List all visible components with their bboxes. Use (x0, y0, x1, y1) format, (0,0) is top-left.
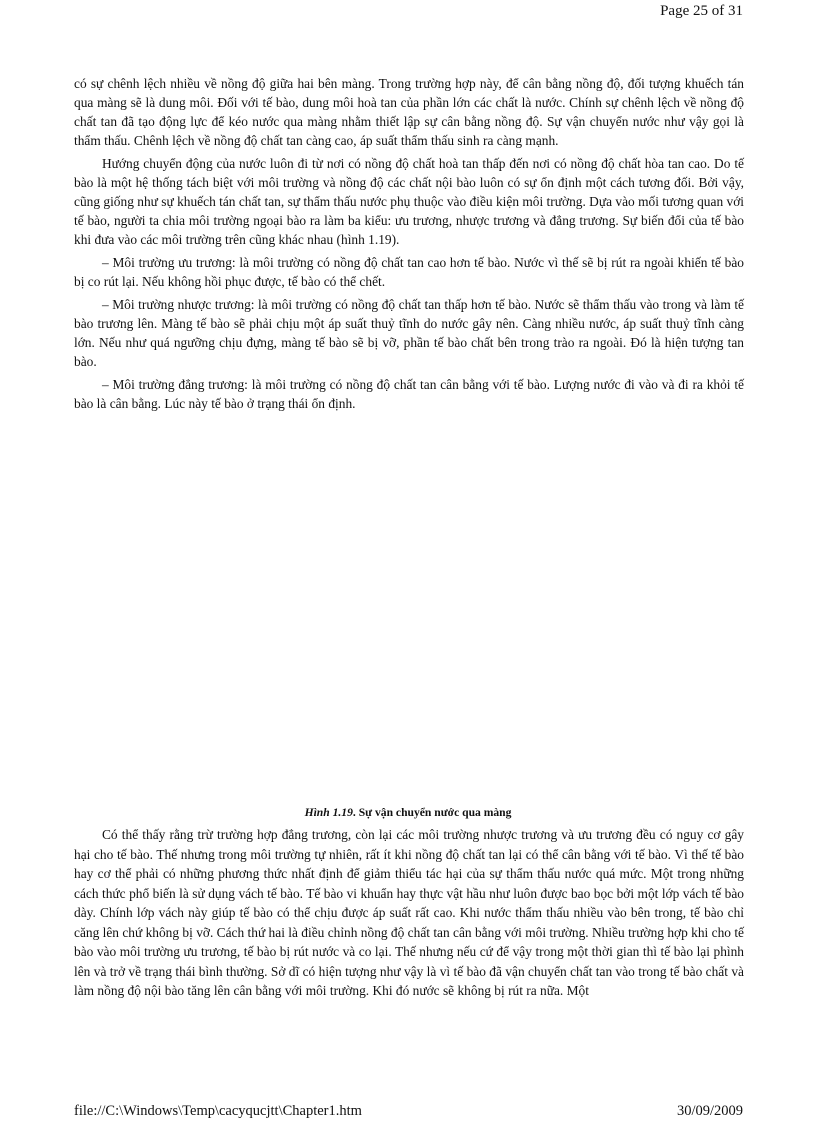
paragraph: có sự chênh lệch nhiều về nồng độ giữa hai bên màng. Trong trường hợp này, để cân bằng nồng độ, đối tượng khuếch tán qua màng sẽ là dung môi. Đối với tế bào, dung môi hoà tan của phần lớn các chất là nước. Chính sự chênh lệch về nồng độ chất tan đã tạo động lực để kéo nước qua màng nhằm thiết lập sự cân bằng nồng độ. Sự vận chuyển nước như vậy gọi là thẩm thấu. Chênh lệch về nồng độ chất tan càng cao, áp suất thẩm thấu sinh ra càng mạnh. (74, 76, 744, 148)
figure-caption-label: Hình 1.19 (304, 806, 353, 819)
paragraph: – Môi trường đẳng trương: là môi trường có nồng độ chất tan cân bằng với tế bào. Lượng nước đi vào và đi ra khỏi tế bào là cân bằng. Lúc này tế bào ở trạng thái ổn định. (74, 377, 744, 411)
body-text-continued (74, 825, 744, 1001)
footer-date: 30/09/2009 (676, 1103, 743, 1119)
paragraph: – Môi trường ưu trương: là môi trường có nồng độ chất tan cao hơn tế bào. Nước vì thế sẽ bị rút ra ngoài khiến tế bào bị co rút lại. Nếu không hồi phục được, tế bào có thể chết. (74, 255, 744, 289)
figure-caption-text: . Sự vận chuyển nước qua màng (352, 806, 512, 819)
paragraph: – Môi trường nhược trương: là môi trường có nồng độ chất tan thấp hơn tế bào. Nước sẽ thẩm thấu vào trong và làm tế bào trương lên. Màng tế bào sẽ phải chịu một áp suất thuỷ tĩnh do nước gây nên. Càng nhiều nước, áp suất thuỷ tĩnh càng lớn. Nếu như quá ngưỡng chịu đựng, màng tế bào sẽ bị vỡ, phần tế bào chất bên trong trào ra ngoài. Đó là hiện tượng tan bào. (74, 297, 744, 369)
figure-placeholder (74, 480, 744, 798)
body-text (74, 74, 744, 417)
footer-file-path: file://C:\Windows\Temp\cacyqucjtt\Chapter1.htm (74, 1103, 362, 1119)
paragraph: Có thể thấy rằng trừ trường hợp đẳng trương, còn lại các môi trường nhược trương và ưu trương đều có nguy cơ gây hại cho tế bào. Thế nhưng trong môi trường tự nhiên, rất ít khi nồng độ chất tan lại có thể cân bằng với tế bào. Vì thế tế bào hay cơ thể phải có những phương thức nhất định để giảm thiểu tác hại của sự thẩm thấu nước quá mức. Một trong những cách thức phổ biến là sử dụng vách tế bào. Tế bào vi khuẩn hay thực vật hầu như luôn được bao bọc bởi một lớp vách tế bào dày. Chính lớp vách này giúp tế bào có thể chịu được áp suất rất cao. Khi nước thẩm thấu nhiều vào bên trong, tế bào chỉ căng lên chứ không bị vỡ. Cách thứ hai là điều chỉnh nồng độ chất tan cân bằng với môi trường. Nhiều trường hợp khi cho tế bào vào môi trường ưu trương, tế bào bị rút nước và co lại. Thế nhưng nếu cứ để vậy trong một thời gian thì tế bào lại phình lên và trở về trạng thái bình thường. Sở dĩ có hiện tượng như vậy là vì tế bào đã vận chuyển chất tan vào trong tế bào chất và làm nồng độ nội bào tăng lên cân bằng với môi trường. Khi đó nước sẽ không bị rút ra nữa. Một (74, 827, 744, 998)
page-number: Page 25 of 31 (660, 3, 743, 19)
paragraph: Hướng chuyển động của nước luôn đi từ nơi có nồng độ chất hoà tan thấp đến nơi có nồng độ chất hòa tan cao. Do tế bào là một hệ thống tách biệt với môi trường và nồng độ các chất nội bào luôn có sự ổn định một cách tương đối. Bởi vậy, cũng giống như sự khuếch tán chất tan, sự thẩm thấu nước phụ thuộc vào điều kiện môi trường. Dựa vào mối tương quan với tế bào, người ta chia môi trường ngoại bào ra làm ba kiểu: ưu trương, nhược trương và đẳng trương. Sự biến đổi của tế bào khi đưa vào các môi trường trên cũng khác nhau (hình 1.19). (74, 156, 744, 247)
figure-caption (0, 806, 816, 819)
